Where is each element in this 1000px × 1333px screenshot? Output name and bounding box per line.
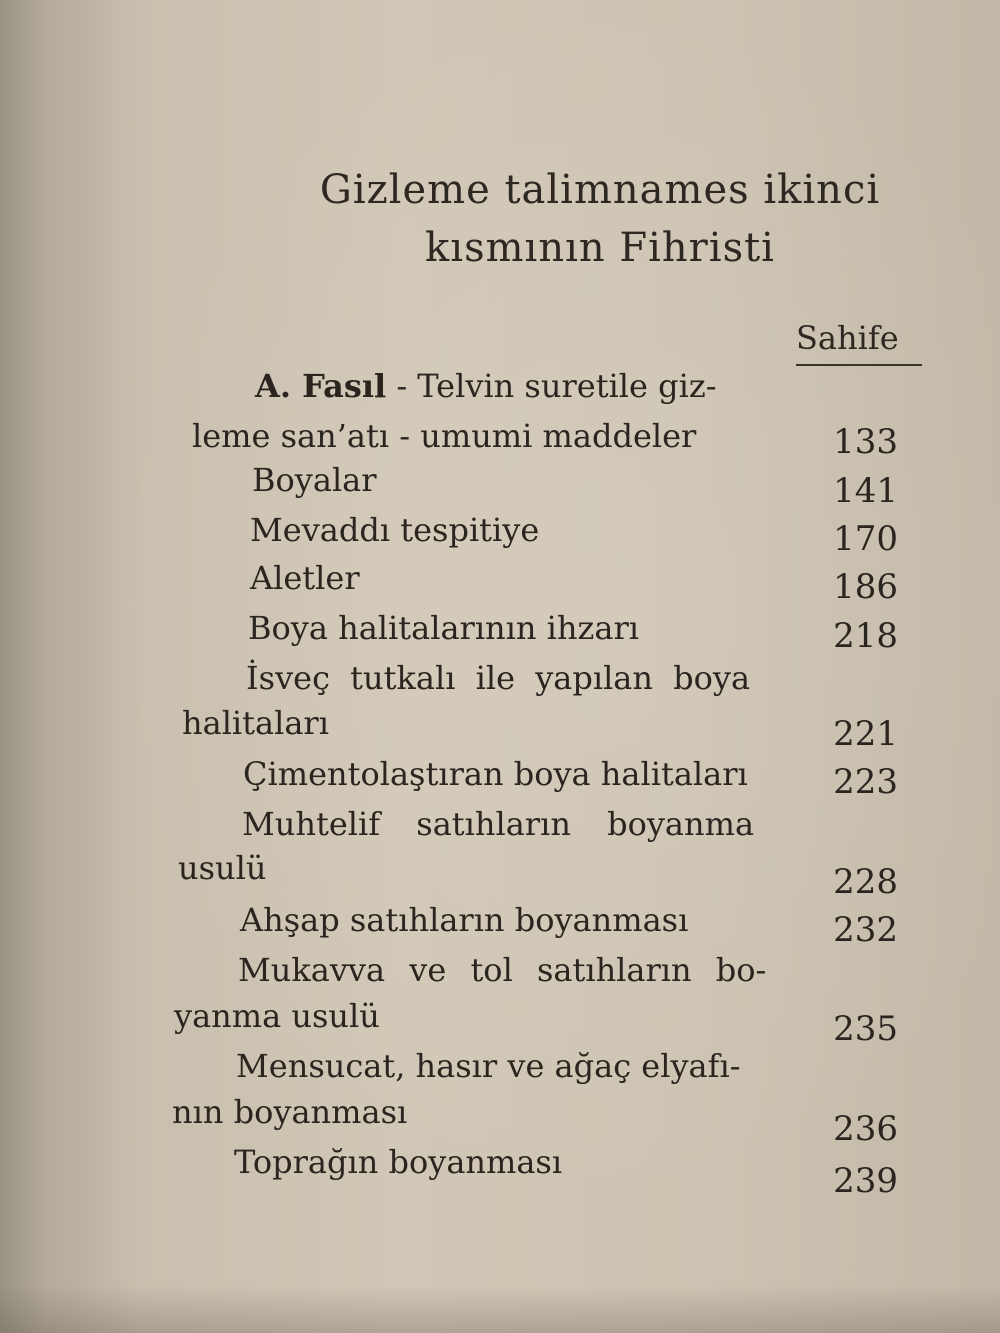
- toc-entry-line: [255, 367, 717, 405]
- toc-page-number: 228: [833, 862, 898, 902]
- toc-entry-line: usulü: [178, 849, 267, 887]
- toc-page-number: 235: [833, 1009, 898, 1049]
- toc-page-number: 223: [833, 762, 898, 802]
- index-title-line-1: Gizleme talimnames ikinci: [319, 167, 881, 213]
- header-underline: [796, 364, 922, 366]
- toc-entry-line: Boyalar: [252, 461, 377, 499]
- toc-entry-line: Mukavva ve tol satıhların bo-: [238, 951, 767, 989]
- toc-page-number: 186: [833, 567, 898, 607]
- toc-entry-line: Ahşap satıhların boyanması: [240, 901, 689, 939]
- toc-page-number: 221: [833, 714, 898, 754]
- toc-entry-line: Çimentolaştıran boya halitaları: [243, 755, 748, 793]
- toc-page-number: 218: [833, 616, 898, 656]
- chapter-label: A. Fasıl: [255, 367, 387, 405]
- toc-entry-line: nın boyanması: [172, 1093, 408, 1131]
- toc-page-number: 133: [833, 422, 898, 462]
- toc-entry-line: Mensucat, hasır ve ağaç elyafı-: [236, 1047, 741, 1085]
- toc-page-number: 232: [833, 910, 898, 950]
- toc-entry-line: yanma usulü: [174, 997, 380, 1035]
- toc-entry-line: Muhtelif satıhların boyanma: [242, 805, 755, 843]
- index-title-line-2: kısmının Fihristi: [425, 225, 775, 271]
- toc-entry-line: İsveç tutkalı ile yapılan boya: [246, 659, 751, 697]
- toc-page-number: 170: [833, 519, 898, 559]
- toc-page-number: 239: [833, 1161, 898, 1201]
- toc-entry-line: Toprağın boyanması: [234, 1143, 563, 1181]
- toc-page-number: 236: [833, 1109, 898, 1149]
- page-column-header: Sahife: [796, 319, 899, 357]
- toc-entry-line: Mevaddı tespitiye: [250, 511, 540, 549]
- toc-page-number: 141: [833, 471, 898, 511]
- toc-entry-line: leme san’atı - umumi maddeler: [192, 417, 697, 455]
- toc-entry-line: Boya halitalarının ihzarı: [248, 609, 639, 647]
- toc-entry-line: Aletler: [250, 559, 360, 597]
- page-bottom-shadow: [0, 1285, 1000, 1333]
- toc-entry-line: halitaları: [182, 704, 329, 742]
- toc-entry-text: - Telvin suretile giz-: [386, 367, 717, 405]
